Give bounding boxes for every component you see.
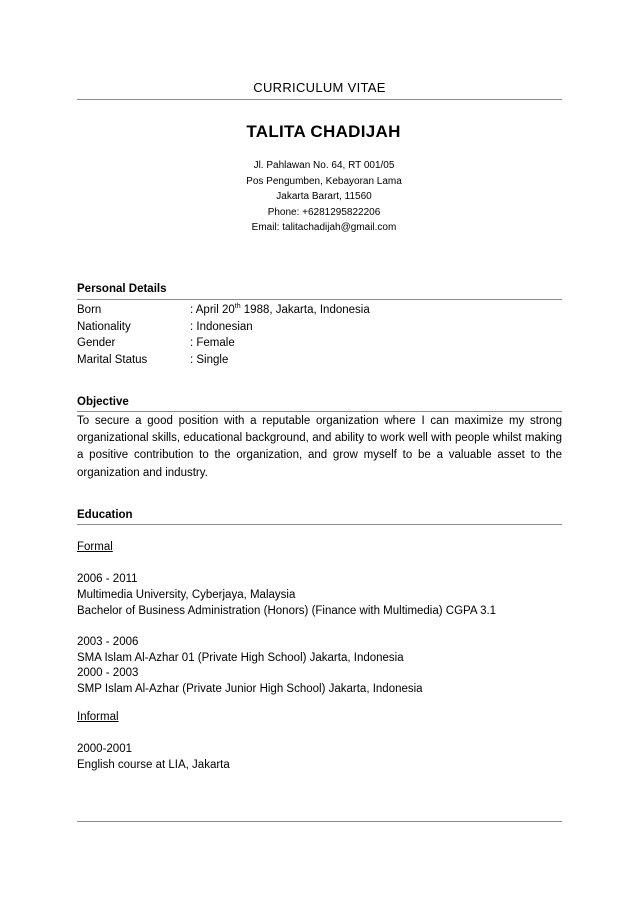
objective-divider — [77, 411, 562, 412]
born-value-place: 1988, Jakarta, Indonesia — [240, 304, 370, 316]
applicant-name: TALITA CHADIJAH — [246, 122, 401, 141]
born-label: Born — [77, 304, 102, 316]
informal-years-1: 2000-2001 — [77, 743, 132, 755]
born-value — [190, 302, 562, 319]
formal-years-2: 2003 - 2006 — [77, 636, 139, 648]
informal-course-1: English course at LIA, Jakarta — [77, 759, 230, 771]
contact-block — [77, 158, 562, 236]
formal-school-3: SMP Islam Al-Azhar (Private Junior High School) Jakarta, Indonesia — [77, 683, 423, 695]
objective-heading: Objective — [77, 396, 129, 408]
nationality-value: : Indonesian — [190, 320, 253, 333]
document-title: CURRICULUM VITAE — [253, 80, 386, 95]
nationality-row — [77, 319, 562, 336]
gender-row — [77, 335, 562, 352]
marital-row — [77, 352, 562, 369]
marital-status-value: : Single — [190, 353, 229, 366]
born-row — [77, 302, 562, 319]
gender-label: Gender — [77, 337, 116, 349]
address-line-3: Jakarta Barart, 11560 — [276, 191, 372, 202]
formal-degree-1: Bachelor of Business Administration (Honors) (Finance with Multimedia) CGPA 3.1 — [77, 605, 497, 617]
born-value-date: : April 20 — [190, 304, 235, 316]
born-value-ordinal: th — [234, 303, 241, 310]
formal-education-heading: Formal — [77, 541, 113, 553]
title-divider — [77, 99, 562, 100]
personal-details-divider — [77, 299, 562, 300]
personal-details-heading: Personal Details — [77, 283, 167, 295]
informal-education-heading: Informal — [77, 711, 119, 723]
formal-years-1: 2006 - 2011 — [77, 573, 138, 585]
address-line-2: Pos Pengumben, Kebayoran Lama — [246, 175, 402, 187]
formal-school-1: Multimedia University, Cyberjaya, Malaysia — [77, 589, 296, 601]
nationality-label: Nationality — [77, 320, 131, 333]
phone-line: Phone: +6281295822206 — [267, 206, 381, 218]
personal-details-table — [77, 302, 562, 368]
gender-value: : Female — [190, 337, 235, 349]
address-line-1: Jl. Pahlawan No. 64, RT 001/05 — [253, 160, 395, 171]
email-line: Email: talitachadijah@gmail.com — [251, 222, 397, 233]
bottom-divider — [77, 821, 562, 822]
objective-text: To secure a good position with a reputable organization where I can maximize my strong organizational skills, educational background, and ability to work well with people whilst making a positive contribution to the organization, and grow myself to be a valuable asset to the organization and industry. — [77, 415, 562, 479]
marital-status-label: Marital Status — [77, 353, 148, 366]
education-divider — [77, 524, 562, 525]
formal-years-3: 2000 - 2003 — [77, 667, 139, 679]
education-heading: Education — [77, 509, 133, 521]
formal-school-2: SMA Islam Al-Azhar 01 (Private High School) Jakarta, Indonesia — [77, 652, 404, 664]
